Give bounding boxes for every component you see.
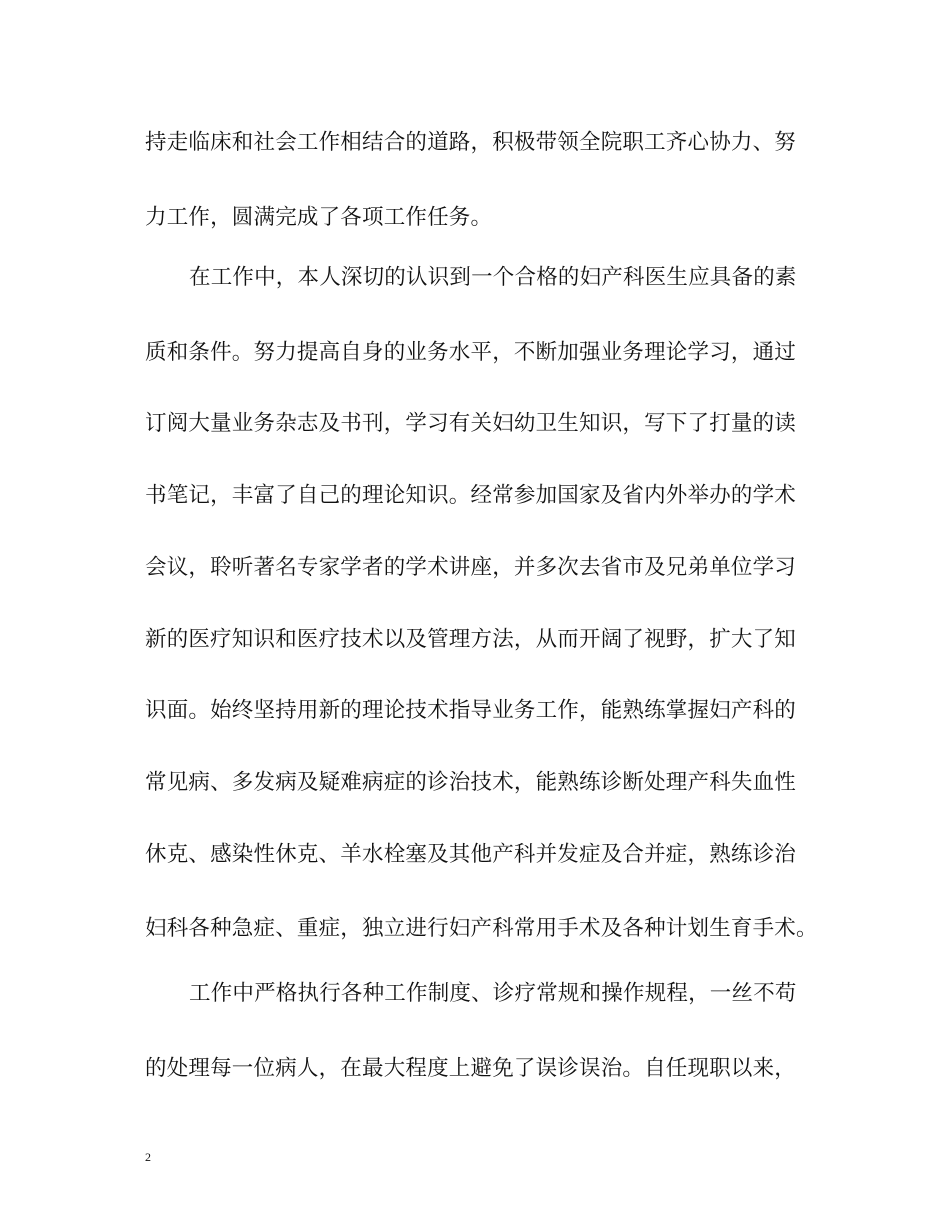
paragraph-line: 在工作中，本人深切的认识到一个合格的妇产科医生应具备的素 [189,265,797,290]
paragraph-line: 书笔记，丰富了自己的理论知识。经常参加国家及省内外举办的学术 [145,483,797,508]
paragraph-line: 力工作，圆满完成了各项工作任务。 [145,205,493,230]
paragraph-line: 订阅大量业务杂志及书刊，学习有关妇幼卫生知识，写下了打量的读 [145,411,797,436]
paragraph-line: 质和条件。努力提高自身的业务水平，不断加强业务理论学习，通过 [145,340,797,365]
paragraph-line: 常见病、多发病及疑难病症的诊治技术，能熟练诊断处理产科失血性 [145,770,797,795]
paragraph-line: 新的医疗知识和医疗技术以及管理方法，从而开阔了视野，扩大了知 [145,627,797,652]
page-number: 2 [145,1150,151,1164]
paragraph-line: 休克、感染性休克、羊水栓塞及其他产科并发症及合并症，熟练诊治 [145,842,797,867]
paragraph-line: 持走临床和社会工作相结合的道路，积极带领全院职工齐心协力、努 [145,130,797,155]
paragraph-line: 会议，聆听著名专家学者的学术讲座，并多次去省市及兄弟单位学习 [145,555,797,580]
paragraph-line: 工作中严格执行各种工作制度、诊疗常规和操作规程，一丝不苟 [189,981,797,1006]
paragraph-line: 妇科各种急症、重症，独立进行妇产科常用手术及各种计划生育手术。 [145,916,818,941]
paragraph-line: 的处理每一位病人，在最大程度上避免了误诊误治。自任现职以来， [145,1056,797,1081]
paragraph-line: 识面。始终坚持用新的理论技术指导业务工作，能熟练掌握妇产科的 [145,698,797,723]
